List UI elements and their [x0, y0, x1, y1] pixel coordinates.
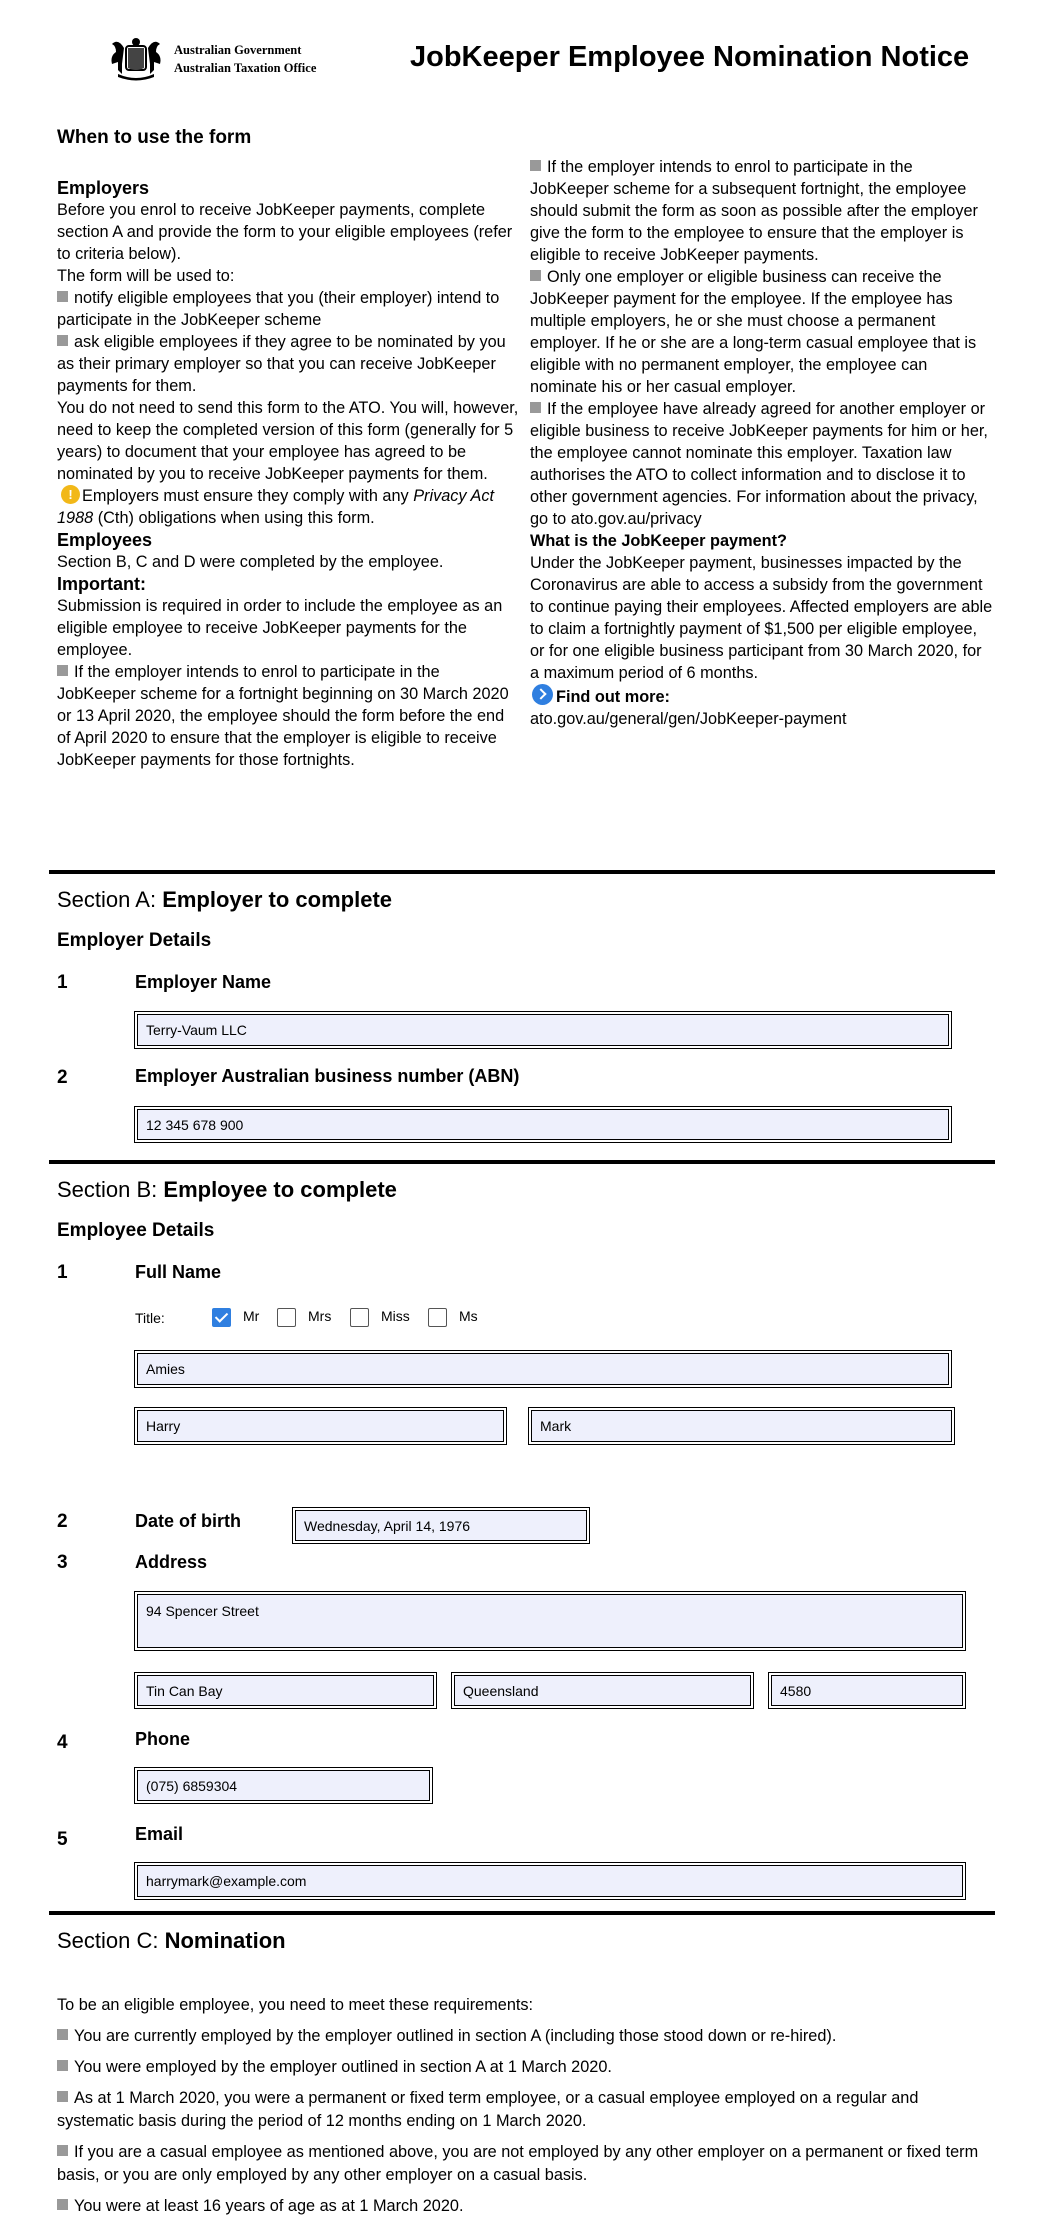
question-number: 1 [57, 1262, 68, 1283]
title-ms-label: Ms [459, 1308, 478, 1324]
bullet-square-icon [57, 2091, 68, 2102]
page-title: JobKeeper Employee Nomination Notice [410, 41, 970, 73]
bullet-square-icon [57, 665, 68, 676]
list-item: If you are a casual employee as mentioned above, you are not employed by any other employer on a permanent or fixed term basis, or you are only employed by any other employer on a casual basis. [57, 2143, 979, 2184]
employees-text: Section B, C and D were completed by the employee. [57, 553, 444, 571]
bullet-square-icon [530, 160, 541, 171]
phone-label: Phone [135, 1729, 191, 1749]
ato-logo [104, 34, 317, 84]
list-item: Only one employer or eligible business can receive the JobKeeper payment for the employee. If the employee has multiple employers, he or she must choose a permanent employer. If he or she are a long-term casual employee that is eligible with no permanent employer, the employee can nominate his or her casual employer. [530, 268, 977, 396]
question-number: 4 [57, 1732, 68, 1753]
street-field[interactable] [134, 1591, 966, 1651]
bullet-square-icon [530, 270, 541, 281]
street-value[interactable]: 94 Spencer Street [137, 1594, 963, 1648]
intro-left-column [57, 126, 519, 771]
employer-name-field[interactable] [134, 1011, 952, 1049]
employer-name-label: Employer Name [135, 972, 272, 992]
section-b-title: Section B: Employee to complete [57, 1177, 397, 1202]
phone-value[interactable]: (075) 6859304 [137, 1770, 430, 1801]
what-heading: What is the JobKeeper payment? [530, 532, 787, 550]
list-item: You are currently employed by the employer outlined in section A (including those stood down or re-hired). [57, 2025, 997, 2048]
bullet-square-icon [57, 2145, 68, 2156]
given-name-field[interactable] [134, 1407, 507, 1445]
abn-value[interactable]: 12 345 678 900 [137, 1109, 949, 1140]
logo-line-1: Australian Government [174, 43, 302, 57]
title-miss-checkbox[interactable] [350, 1308, 369, 1327]
question-number: 1 [57, 972, 68, 993]
title-mrs-label: Mrs [308, 1308, 332, 1324]
title-mrs-checkbox[interactable] [277, 1308, 296, 1327]
employer-details-heading: Employer Details [57, 930, 212, 951]
what-text: Under the JobKeeper payment, businesses impacted by the Coronavirus are able to access a subsidy from the government to continue paying their employees. Affected employers are able to claim a fortnightly payment of $1,500 per eligible employee, or for one eligible business participant from 30 March 2020, for a maximum period of 6 months. [530, 554, 993, 682]
list-item: notify eligible employees that you (their employer) intend to participate in the JobKeeper scheme [57, 289, 500, 329]
phone-field[interactable] [134, 1767, 433, 1804]
warning-icon: ! [61, 485, 80, 504]
requirements-intro: To be an eligible employee, you need to meet these requirements: [57, 1996, 534, 2014]
section-divider [49, 1911, 995, 1915]
title-miss-label: Miss [381, 1308, 410, 1324]
suburb-value[interactable]: Tin Can Bay [137, 1675, 434, 1706]
state-value[interactable]: Queensland [454, 1675, 751, 1706]
full-name-label: Full Name [135, 1262, 222, 1282]
abn-field[interactable] [134, 1106, 952, 1143]
question-number: 3 [57, 1552, 68, 1573]
given-name-value[interactable]: Harry [137, 1410, 504, 1442]
state-field[interactable] [451, 1672, 754, 1709]
list-item: You were employed by the employer outlined in section A at 1 March 2020. [57, 2056, 997, 2079]
important-heading: Important: [57, 574, 146, 594]
other-name-field[interactable] [528, 1407, 955, 1445]
dob-label: Date of birth [135, 1511, 241, 1531]
dob-field[interactable] [292, 1507, 590, 1544]
list-item: As at 1 March 2020, you were a permanent or fixed term employee, or a casual employee employed on a regular and systematic basis during the period of 12 months ending on 1 March 2020. [57, 2089, 919, 2130]
employees-heading: Employees [57, 530, 153, 550]
address-label: Address [135, 1552, 208, 1572]
coat-of-arms-icon [104, 34, 168, 84]
page-header [0, 0, 1044, 120]
list-item: If the employer intends to enrol to participate in the JobKeeper scheme for a subsequent fortnight, the employee should submit the form as soon as possible after the employer give the form to the employee to ensure that the employer is eligible to receive JobKeeper payments. [530, 158, 978, 264]
chevron-right-icon [532, 684, 553, 705]
find-out-more: Find out more: [530, 684, 995, 708]
title-mr-checkbox[interactable] [212, 1308, 231, 1327]
when-heading: When to use the form [57, 127, 252, 148]
title-ms-checkbox[interactable] [428, 1308, 447, 1327]
section-c-title: Section C: Nomination [57, 1928, 286, 1953]
question-number: 2 [57, 1067, 68, 1088]
bullet-square-icon [530, 402, 541, 413]
email-label: Email [135, 1824, 184, 1844]
nomination-requirements [57, 1994, 997, 2216]
abn-label: Employer Australian business number (ABN) [135, 1066, 520, 1086]
email-field[interactable] [134, 1862, 966, 1900]
list-item: You were at least 16 years of age as at 1 March 2020. [57, 2195, 997, 2216]
employee-details-heading: Employee Details [57, 1220, 215, 1241]
postcode-field[interactable] [768, 1672, 966, 1709]
find-out-link[interactable]: ato.gov.au/general/gen/JobKeeper-payment [530, 710, 847, 728]
list-item: If the employee have already agreed for another employer or eligible business to receive JobKeeper payments for him or her, the employee cannot nominate this employer. Taxation law authorises the ATO to collect information and to disclose it to other government agencies. For information about the privacy, go to ato.gov.au/privacy [530, 400, 988, 528]
email-value[interactable]: harrymark@example.com [137, 1865, 963, 1897]
important-text: Submission is required in order to include the employee as an eligible employee to receive JobKeeper payments for the employee. [57, 597, 503, 659]
question-number: 5 [57, 1829, 68, 1850]
bullet-square-icon [57, 291, 68, 302]
dob-value[interactable]: Wednesday, April 14, 1976 [295, 1510, 587, 1541]
no-send-text: You do not need to send this form to the ATO. You will, however, need to keep the completed version of this form (generally for 5 years) to document that your employee has agreed to be nominated by you to receive JobKeeper payments for them. [57, 399, 519, 483]
list-item: If the employer intends to enrol to participate in the JobKeeper scheme for a fortnight beginning on 30 March 2020 or 13 April 2020, the employee should the form before the end of April 2020 to ensure that the employer is eligible to receive JobKeeper payments for those fortnights. [57, 663, 509, 769]
suburb-field[interactable] [134, 1672, 437, 1709]
surname-value[interactable]: Amies [137, 1353, 949, 1385]
postcode-value[interactable]: 4580 [771, 1675, 963, 1706]
bullet-square-icon [57, 335, 68, 346]
bullet-square-icon [57, 2199, 68, 2210]
bullet-square-icon [57, 2029, 68, 2040]
surname-field[interactable] [134, 1350, 952, 1388]
section-divider [49, 870, 995, 874]
used-for-text: The form will be used to: [57, 267, 235, 285]
privacy-note: ! Employers must ensure they comply with any Privacy Act 1988 (Cth) obligations when using this form. [57, 487, 495, 527]
employers-heading: Employers [57, 178, 150, 198]
intro-right-column [530, 156, 995, 730]
list-item: ask eligible employees if they agree to be nominated by you as their primary employer so that you can receive JobKeeper payments for them. [57, 333, 506, 395]
title-mr-label: Mr [243, 1308, 260, 1324]
logo-line-2: Australian Taxation Office [174, 61, 317, 75]
employers-text: Before you enrol to receive JobKeeper payments, complete section A and provide the form to your eligible employees (refer to criteria below). [57, 201, 513, 263]
section-divider [49, 1160, 995, 1164]
employer-name-value[interactable]: Terry-Vaum LLC [137, 1014, 949, 1046]
other-name-value[interactable]: Mark [531, 1410, 952, 1442]
bullet-square-icon [57, 2060, 68, 2071]
section-a-title: Section A: Employer to complete [57, 887, 393, 912]
question-number: 2 [57, 1511, 68, 1532]
title-label: Title: [135, 1310, 165, 1326]
